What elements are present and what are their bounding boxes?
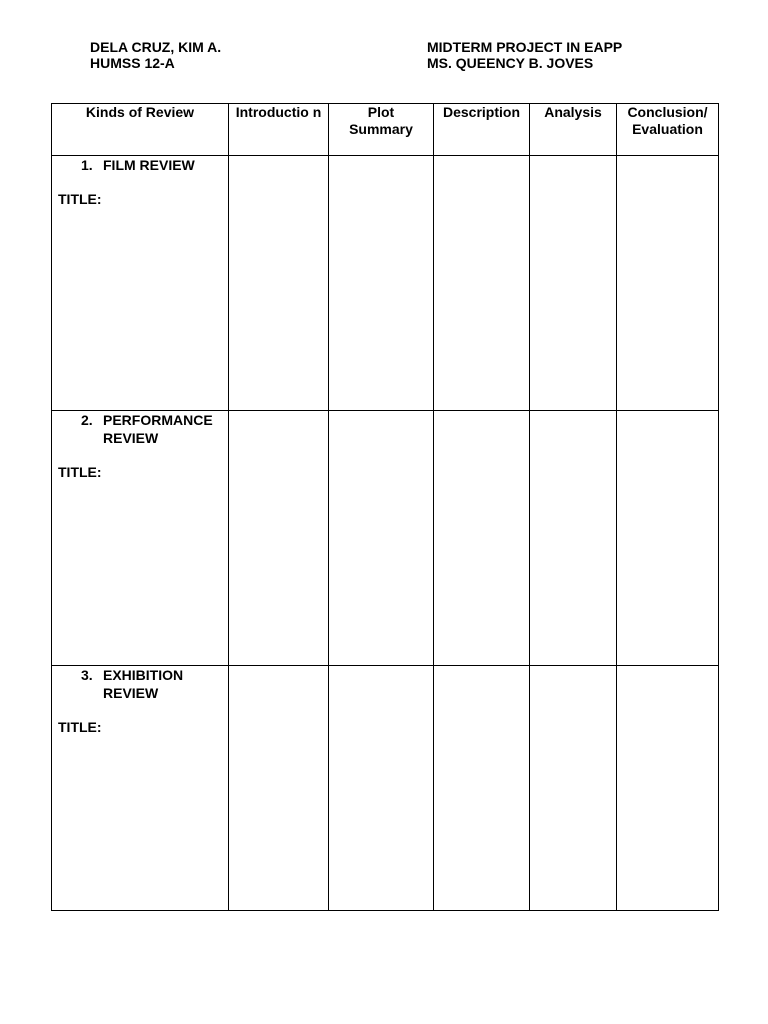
table-header-row [52, 104, 719, 156]
cell-conclusion [617, 411, 719, 666]
cell-conclusion [617, 156, 719, 411]
kind-name: EXHIBITION REVIEW [103, 667, 184, 701]
title-label: TITLE: [58, 719, 102, 735]
kind-number: 1. [81, 157, 93, 173]
table-row [52, 411, 719, 666]
kind-cell-exhibition [52, 666, 229, 911]
cell-conclusion [617, 666, 719, 911]
student-name: DELA CRUZ, KIM A. [90, 39, 222, 55]
student-section: HUMSS 12-A [90, 55, 175, 71]
kind-cell-film [52, 156, 229, 411]
kind-name: PERFORMANCE REVIEW [103, 412, 213, 446]
cell-introduction [229, 156, 329, 411]
column-header-plot-summary: Plot Summary [329, 104, 434, 156]
cell-analysis [530, 156, 617, 411]
column-header-kinds: Kinds of Review [52, 104, 229, 156]
cell-description [434, 666, 530, 911]
teacher-name: MS. QUEENCY B. JOVES [427, 55, 594, 71]
cell-description [434, 411, 530, 666]
title-label: TITLE: [58, 464, 102, 480]
kind-number: 3. [81, 667, 93, 683]
table-row [52, 666, 719, 911]
project-info [427, 39, 622, 71]
kind-name: FILM REVIEW [103, 157, 195, 173]
column-header-description: Description [434, 104, 530, 156]
column-header-analysis: Analysis [530, 104, 617, 156]
cell-description [434, 156, 530, 411]
student-info [90, 39, 221, 71]
column-header-introduction: Introductio n [229, 104, 329, 156]
cell-plot-summary [329, 411, 434, 666]
cell-analysis [530, 666, 617, 911]
cell-analysis [530, 411, 617, 666]
kind-number: 2. [81, 412, 93, 428]
column-header-conclusion: Conclusion/ Evaluation [617, 104, 719, 156]
cell-introduction [229, 666, 329, 911]
title-label: TITLE: [58, 191, 102, 207]
review-table [51, 103, 719, 911]
cell-introduction [229, 411, 329, 666]
cell-plot-summary [329, 156, 434, 411]
table-row [52, 156, 719, 411]
cell-plot-summary [329, 666, 434, 911]
project-title: MIDTERM PROJECT IN EAPP [427, 39, 623, 55]
kind-cell-performance [52, 411, 229, 666]
